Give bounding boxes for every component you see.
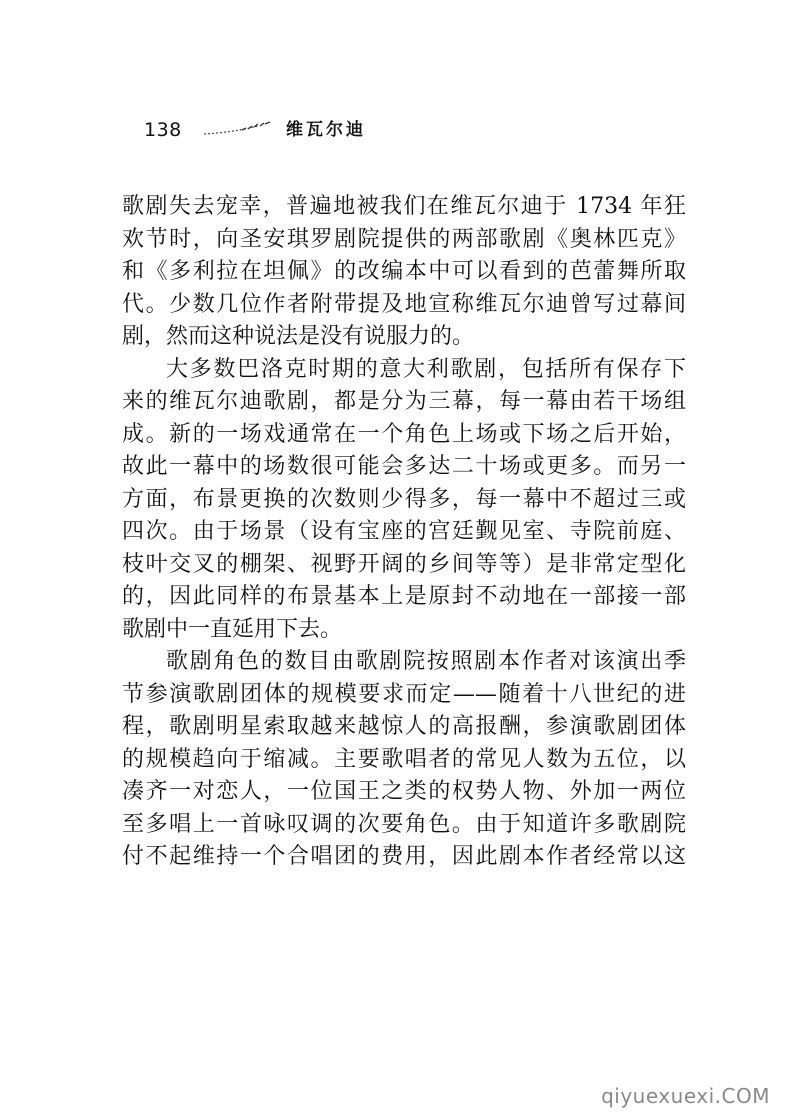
text-line: 欢节时，向圣安琪罗剧院提供的两部歌剧《奥林匹克》 xyxy=(122,226,686,252)
text-line: 程，歌剧明星索取越来越惊人的高报酬，参演歌剧团体 xyxy=(122,714,686,739)
text-line: 四次。由于场景（设有宝座的宫廷觐见室、寺院前庭、 xyxy=(122,519,686,544)
paragraph-3 xyxy=(122,646,686,874)
paragraph-1 xyxy=(122,191,686,354)
running-header xyxy=(144,118,404,142)
text-line: 枝叶交叉的棚架、视野开阔的乡间等等）是非常定型化 xyxy=(122,551,686,577)
text-line: 方面，布景更换的次数则少得多，每一幕中不超过三或 xyxy=(122,486,686,512)
paragraph-2 xyxy=(122,354,686,647)
site-watermark: qiyuexuexi.COM xyxy=(601,1084,770,1108)
header-ornament xyxy=(202,120,274,138)
text-line: 歌剧中一直延用下去。 xyxy=(122,616,343,642)
text-line: 至多唱上一首咏叹调的次要角色。由于知道许多歌剧院 xyxy=(122,811,686,837)
text-line: 大多数巴洛克时期的意大利歌剧，包括所有保存下 xyxy=(166,356,686,382)
text-line: 凑齐一对恋人，一位国王之类的权势人物、外加一两位 xyxy=(122,779,686,804)
text-line: 的，因此同样的布景基本上是原封不动地在一部接一部 xyxy=(122,584,686,609)
text-line: 成。新的一场戏通常在一个角色上场或下场之后开始， xyxy=(122,421,686,447)
text-line: 代。少数几位作者附带提及地宣称维瓦尔迪曾写过幕间 xyxy=(122,291,686,317)
text-line: 付不起维持一个合唱团的费用，因此剧本作者经常以这 xyxy=(122,844,686,869)
text-line: 的规模趋向于缩减。主要歌唱者的常见人数为五位，以 xyxy=(122,746,686,772)
text-line: 故此一幕中的场数很可能会多达二十场或更多。而另一 xyxy=(122,454,686,479)
text-line: 歌剧失去宠幸，普遍地被我们在维瓦尔迪于 1734 年狂 xyxy=(122,194,686,219)
text-line: 节参演歌剧团体的规模要求而定——随着十八世纪的进 xyxy=(122,681,686,707)
text-line: 剧，然而这种说法是没有说服力的。 xyxy=(122,324,475,349)
page-number: 138 xyxy=(144,119,182,141)
body-text xyxy=(122,191,686,874)
text-line: 歌剧角色的数目由歌剧院按照剧本作者对该演出季 xyxy=(166,649,686,674)
running-title: 维瓦尔迪 xyxy=(286,120,366,140)
text-line: 和《多利拉在坦佩》的改编本中可以看到的芭蕾舞所取 xyxy=(122,259,686,284)
text-line: 来的维瓦尔迪歌剧，都是分为三幕，每一幕由若干场组 xyxy=(122,389,686,414)
